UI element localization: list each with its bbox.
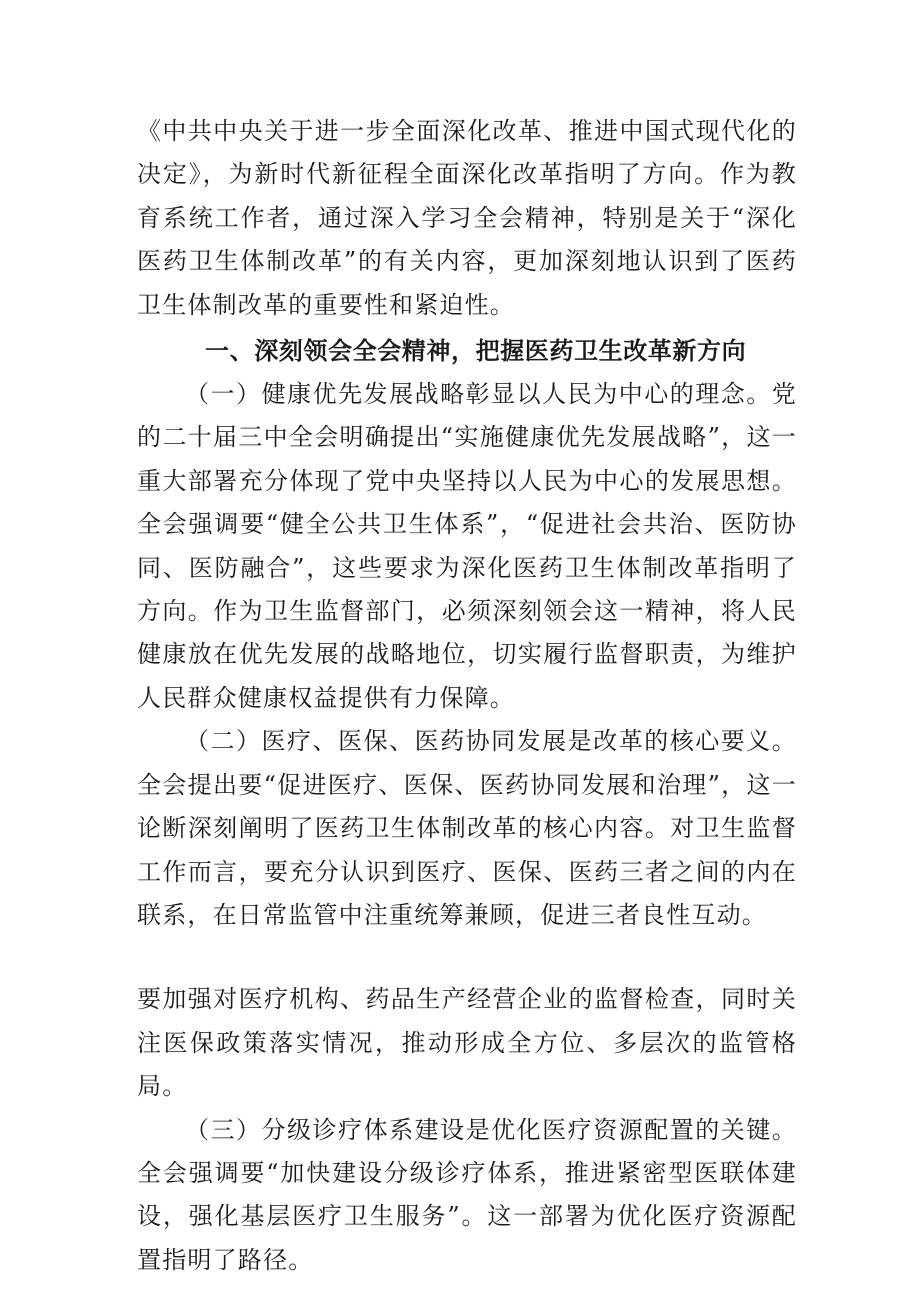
section-heading-1: 一、深刻领会全会精神，把握医药卫生改革新方向 [205,337,747,366]
intro-paragraph: 《中共中央关于进一步全面深化改革、推进中国式现代化的决定》，为新时代新征程全面深化改革指明了方向。作为教育系统工作者，通过深入学习全会精神，特别是关于“深化医药卫生体制改革”的有关内容，更加深刻地认识到了医药卫生体制改革的重要性和紧迫性。 [137,117,797,319]
section1-paragraph-2-continued: 要加强对医疗机构、药品生产经营企业的监督检查，同时关注医保政策落实情况，推动形成全方位、多层次的监管格局。 [137,985,797,1101]
section1-paragraph-3: （三）分级诊疗体系建设是优化医疗资源配置的关键。全会强调要“加快建设分级诊疗体系，推进紧密型医联体建设，强化基层医疗卫生服务”。这一部署为优化医疗资源配置指明了路径。 [137,1115,797,1274]
section1-paragraph-1: （一）健康优先发展战略彰显以人民为中心的理念。党的二十届三中全会明确提出“实施健康优先发展战略”，这一重大部署充分体现了党中央坚持以人民为中心的发展思想。全会强调要“健全公共卫生体系”，“促进社会共治、医防协同、医防融合”，这些要求为深化医药卫生体制改革指明了方向。作为卫生监督部门，必须深刻领会这一精神，将人民健康放在优先发展的战略地位，切实履行监督职责，为维护人民群众健康权益提供有力保障。 [137,380,797,712]
document-body [137,110,797,1282]
paragraph-gap [137,937,797,978]
section1-paragraph-2: （二）医疗、医保、医药协同发展是改革的核心要义。全会提出要“促进医疗、医保、医药协同发展和治理”，这一论断深刻阐明了医药卫生体制改革的核心内容。对卫生监督工作而言，要充分认识到医疗、医保、医药三者之间的内在联系，在日常监管中注重统筹兼顾，促进三者良性互动。 [137,727,797,929]
